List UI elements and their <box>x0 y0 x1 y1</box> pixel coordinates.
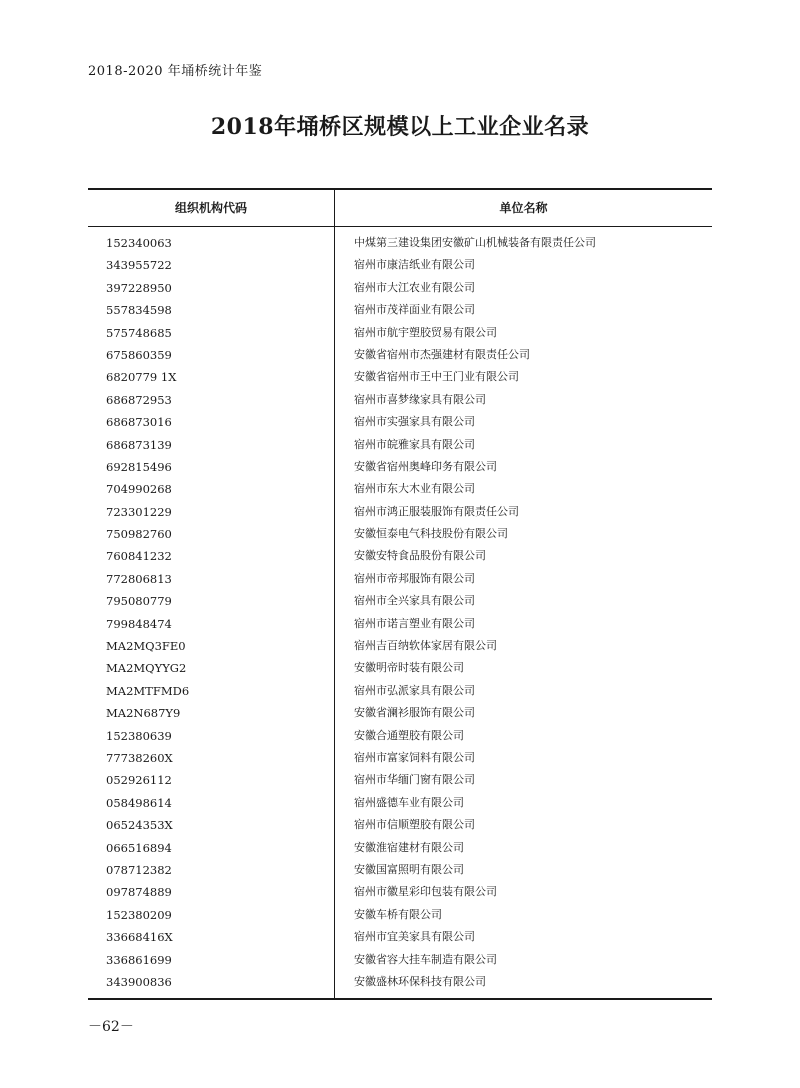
enterprise-table <box>88 188 712 1000</box>
company-name-cell: 中煤第三建设集团安徽矿山机械装备有限责任公司 <box>354 236 596 249</box>
company-name-cell: 宿州市华缅门窗有限公司 <box>354 773 475 787</box>
company-name-cell: 宿州市鸿正服装服饰有限责任公司 <box>354 504 519 518</box>
org-code-cell: 397228950 <box>106 280 172 295</box>
table-body <box>88 232 712 993</box>
org-code-cell: 6820779 1X <box>106 370 177 385</box>
org-code-cell: 052926112 <box>106 773 172 788</box>
table-row <box>88 299 712 321</box>
table-row <box>88 366 712 388</box>
org-code-cell: 692815496 <box>106 459 172 474</box>
company-name-cell: 宿州市茂祥面业有限公司 <box>354 303 475 317</box>
company-name-cell: 宿州市徽星彩印包装有限公司 <box>354 885 497 899</box>
company-name-cell: 安徽恒泰电气科技股份有限公司 <box>354 527 508 541</box>
org-code-cell: MA2MQ3FE0 <box>106 639 186 654</box>
org-code-cell: 686873139 <box>106 437 172 452</box>
table-row <box>88 792 712 814</box>
org-code-cell: 704990268 <box>106 482 172 497</box>
header-name: 单位名称 <box>499 201 548 215</box>
table-row <box>88 814 712 836</box>
company-name-cell: 宿州市富家饲料有限公司 <box>354 750 475 764</box>
org-code-cell: 058498614 <box>106 795 172 810</box>
company-name-cell: 安徽省澜衫服饰有限公司 <box>354 706 475 720</box>
org-code-cell: 33668416X <box>106 930 173 945</box>
table-row <box>88 635 712 657</box>
org-code-cell: 686872953 <box>106 392 172 407</box>
org-code-cell: 772806813 <box>106 571 172 586</box>
company-name-cell: 宿州市实强家具有限公司 <box>354 415 475 429</box>
table-row <box>88 232 712 254</box>
table-row <box>88 411 712 433</box>
company-name-cell: 宿州市信顺塑胶有限公司 <box>354 818 475 832</box>
org-code-cell: MA2N687Y9 <box>106 706 181 721</box>
table-row <box>88 926 712 948</box>
table-row <box>88 949 712 971</box>
header-code: 组织机构代码 <box>174 201 247 215</box>
page-number: －62－ <box>88 1019 134 1035</box>
table-row <box>88 680 712 702</box>
company-name-cell: 安徽安特食品股份有限公司 <box>354 549 486 563</box>
company-name-cell: 宿州吉百纳软体家居有限公司 <box>354 639 497 653</box>
org-code-cell: 343955722 <box>106 258 172 273</box>
org-code-cell: MA2MTFMD6 <box>106 683 190 698</box>
table-row <box>88 725 712 747</box>
org-code-cell: 77738260X <box>106 750 173 765</box>
org-code-cell: 336861699 <box>106 952 172 967</box>
org-code-cell: 795080779 <box>106 594 172 609</box>
company-name-cell: 宿州盛德车业有限公司 <box>354 795 464 809</box>
table-row <box>88 254 712 276</box>
running-header: 2018-2020 年埇桥统计年鉴 <box>88 64 263 79</box>
company-name-cell: 安徽淮宿建材有限公司 <box>354 840 464 854</box>
table-row <box>88 344 712 366</box>
company-name-cell: 宿州市弘派家具有限公司 <box>354 683 475 697</box>
table-row <box>88 456 712 478</box>
company-name-cell: 安徽省容大挂车制造有限公司 <box>354 952 497 966</box>
page-title: 2018年埇桥区规模以上工业企业名录 <box>210 114 590 140</box>
table-header-rule <box>88 226 712 227</box>
company-name-cell: 安徽省宿州奥峰印务有限公司 <box>354 459 497 473</box>
org-code-cell: MA2MQYYG2 <box>106 661 187 676</box>
table-row <box>88 590 712 612</box>
company-name-cell: 安徽国富照明有限公司 <box>354 862 464 876</box>
org-code-cell: 750982760 <box>106 527 172 542</box>
org-code-cell: 06524353X <box>106 818 173 833</box>
table-row <box>88 769 712 791</box>
org-code-cell: 152380209 <box>106 907 172 922</box>
table-row <box>88 881 712 903</box>
table-row <box>88 523 712 545</box>
table-row <box>88 613 712 635</box>
company-name-cell: 宿州市康洁纸业有限公司 <box>354 258 475 272</box>
table-row <box>88 389 712 411</box>
table-row <box>88 277 712 299</box>
company-name-cell: 安徽盛林环保科技有限公司 <box>354 974 486 988</box>
table-bottom-rule <box>88 998 712 1000</box>
org-code-cell: 066516894 <box>106 840 172 855</box>
table-row <box>88 702 712 724</box>
org-code-cell: 799848474 <box>106 616 172 631</box>
company-name-cell: 安徽省宿州市杰强建材有限责任公司 <box>354 347 530 361</box>
org-code-cell: 675860359 <box>106 347 172 362</box>
org-code-cell: 723301229 <box>106 504 172 519</box>
org-code-cell: 152340063 <box>106 236 172 250</box>
org-code-cell: 557834598 <box>106 303 172 318</box>
company-name-cell: 安徽明帝时装有限公司 <box>354 661 464 675</box>
company-name-cell: 宿州市喜梦缘家具有限公司 <box>354 392 486 406</box>
org-code-cell: 097874889 <box>106 885 172 900</box>
company-name-cell: 宿州市航宇塑胶贸易有限公司 <box>354 325 497 339</box>
table-row <box>88 478 712 500</box>
company-name-cell: 宿州市东大木业有限公司 <box>354 482 475 496</box>
table-row <box>88 568 712 590</box>
table-row <box>88 971 712 993</box>
table-row <box>88 322 712 344</box>
table-row <box>88 501 712 523</box>
org-code-cell: 343900836 <box>106 974 172 989</box>
table-row <box>88 904 712 926</box>
org-code-cell: 760841232 <box>106 549 172 564</box>
org-code-cell: 575748685 <box>106 325 172 340</box>
table-row <box>88 747 712 769</box>
table-row <box>88 837 712 859</box>
company-name-cell: 宿州市大江农业有限公司 <box>354 280 475 294</box>
company-name-cell: 安徽车桥有限公司 <box>354 907 442 921</box>
table-row <box>88 859 712 881</box>
table-row <box>88 434 712 456</box>
org-code-cell: 686873016 <box>106 415 172 430</box>
table-row <box>88 545 712 567</box>
org-code-cell: 078712382 <box>106 862 172 877</box>
company-name-cell: 宿州市皖雅家具有限公司 <box>354 437 475 451</box>
company-name-cell: 宿州市诺言塑业有限公司 <box>354 616 475 630</box>
company-name-cell: 宿州市帝邦服饰有限公司 <box>354 571 475 585</box>
company-name-cell: 宿州市全兴家具有限公司 <box>354 594 475 608</box>
company-name-cell: 宿州市宜美家具有限公司 <box>354 930 475 944</box>
company-name-cell: 安徽合通塑胶有限公司 <box>354 728 464 742</box>
table-row <box>88 657 712 679</box>
org-code-cell: 152380639 <box>106 728 172 743</box>
company-name-cell: 安徽省宿州市王中王门业有限公司 <box>354 370 519 384</box>
